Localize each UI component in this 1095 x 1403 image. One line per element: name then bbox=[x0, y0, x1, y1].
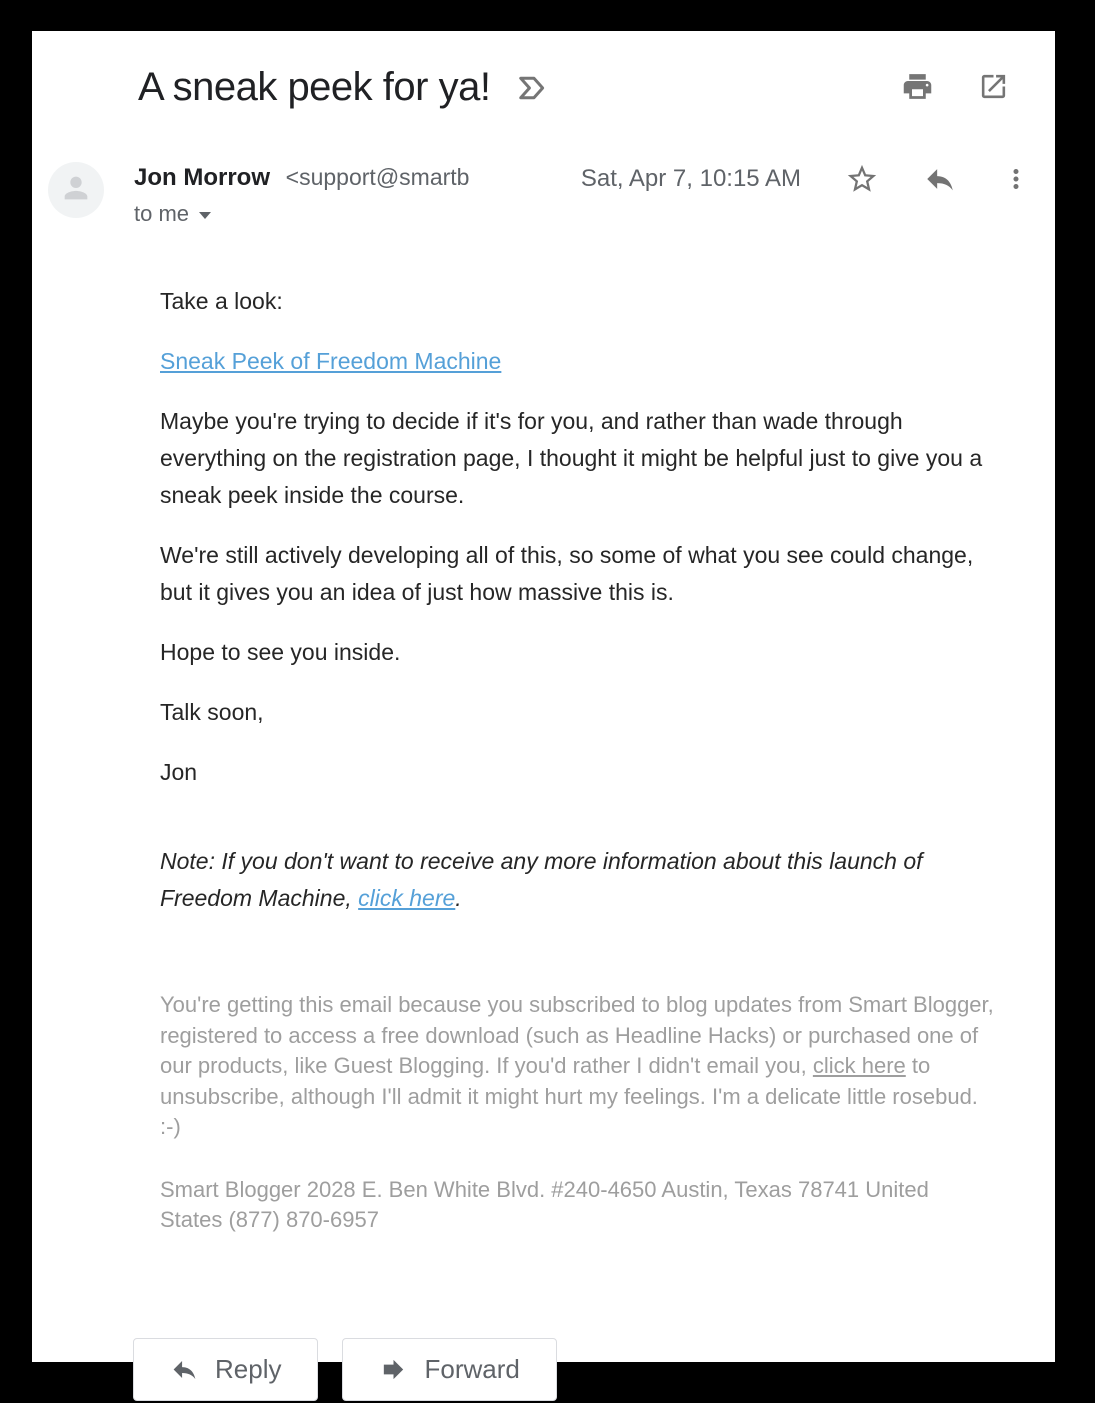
sender-name: Jon Morrow bbox=[134, 164, 270, 191]
sender-block bbox=[134, 162, 581, 227]
reply-button-header[interactable] bbox=[923, 162, 957, 199]
body-signature: Jon bbox=[160, 759, 198, 785]
email-subject: A sneak peek for ya! bbox=[138, 65, 491, 109]
recipient-label: to me bbox=[134, 201, 190, 226]
note-text: Note: If you don't want to receive any more information about this launch of Freedom Machine, bbox=[160, 848, 923, 911]
subscription-notice bbox=[160, 990, 995, 1143]
forward-button-label: Forward bbox=[424, 1353, 520, 1384]
chevron-down-icon bbox=[199, 212, 211, 219]
body-paragraph: We're still actively developing all of this, so some of what you see could change, but it gives you an idea of just how massive this is. bbox=[160, 542, 974, 605]
body-paragraph: Hope to see you inside. bbox=[160, 639, 401, 665]
email-view-card bbox=[32, 31, 1055, 1384]
sender-line bbox=[134, 162, 581, 193]
message-header-row bbox=[32, 162, 1055, 227]
more-vert-icon bbox=[1001, 164, 1031, 197]
forward-arrow-icon bbox=[379, 1355, 408, 1384]
reply-button-label: Reply bbox=[215, 1353, 282, 1384]
note-text-end: . bbox=[455, 885, 462, 911]
sneak-peek-link[interactable]: Sneak Peek of Freedom Machine bbox=[160, 348, 502, 374]
fine-print-text-end: to unsubscribe, although I'll admit it might hurt my feelings. I'm a delicate little rosebud. :-) bbox=[160, 1053, 978, 1139]
star-button[interactable] bbox=[845, 162, 879, 199]
sender-email: <support@smartb bbox=[285, 164, 470, 190]
forward-button[interactable] bbox=[342, 1338, 556, 1401]
print-icon bbox=[901, 70, 934, 106]
reply-arrow-icon bbox=[923, 162, 957, 199]
bottom-actions bbox=[32, 1338, 1055, 1401]
message-date: Sat, Apr 7, 10:15 AM bbox=[580, 165, 801, 192]
star-outline-icon bbox=[845, 162, 879, 199]
unsubscribe-link[interactable]: click here bbox=[812, 1053, 906, 1078]
note-paragraph bbox=[160, 843, 995, 917]
header-actions bbox=[801, 162, 1031, 199]
reply-arrow-icon bbox=[170, 1355, 199, 1384]
body-paragraph: Talk soon, bbox=[160, 699, 264, 725]
open-in-new-icon bbox=[978, 71, 1009, 105]
body-paragraph: Take a look: bbox=[160, 288, 283, 314]
body-link-paragraph bbox=[160, 343, 995, 380]
more-options-button[interactable] bbox=[1001, 164, 1031, 197]
email-body bbox=[32, 227, 1055, 917]
subject-row bbox=[32, 31, 1055, 110]
body-paragraph: Maybe you're trying to decide if it's for you, and rather than wade through everything on the registration page, I thought it might be helpful just to give you a sneak peek inside the course. bbox=[160, 408, 983, 508]
print-button[interactable] bbox=[901, 70, 934, 106]
label-important-icon bbox=[514, 70, 550, 106]
opt-out-link[interactable]: click here bbox=[358, 885, 456, 911]
person-avatar-icon bbox=[59, 171, 93, 210]
open-in-new-button[interactable] bbox=[978, 71, 1009, 105]
footer-fine-print bbox=[32, 940, 1055, 1236]
company-address: Smart Blogger 2028 E. Ben White Blvd. #240-4650 Austin, Texas 78741 United States (877) 870-6957 bbox=[160, 1176, 929, 1232]
reply-button[interactable] bbox=[133, 1338, 318, 1401]
fine-print-text: You're getting this email because you subscribed to blog updates from Smart Blogger, registered to access a free download (such as Headline Hacks) or purchased one of our products, like Guest Blogging. If you'd rather I didn't email you, bbox=[160, 992, 994, 1078]
recipient-toggle[interactable] bbox=[134, 201, 211, 227]
avatar[interactable] bbox=[48, 162, 104, 218]
